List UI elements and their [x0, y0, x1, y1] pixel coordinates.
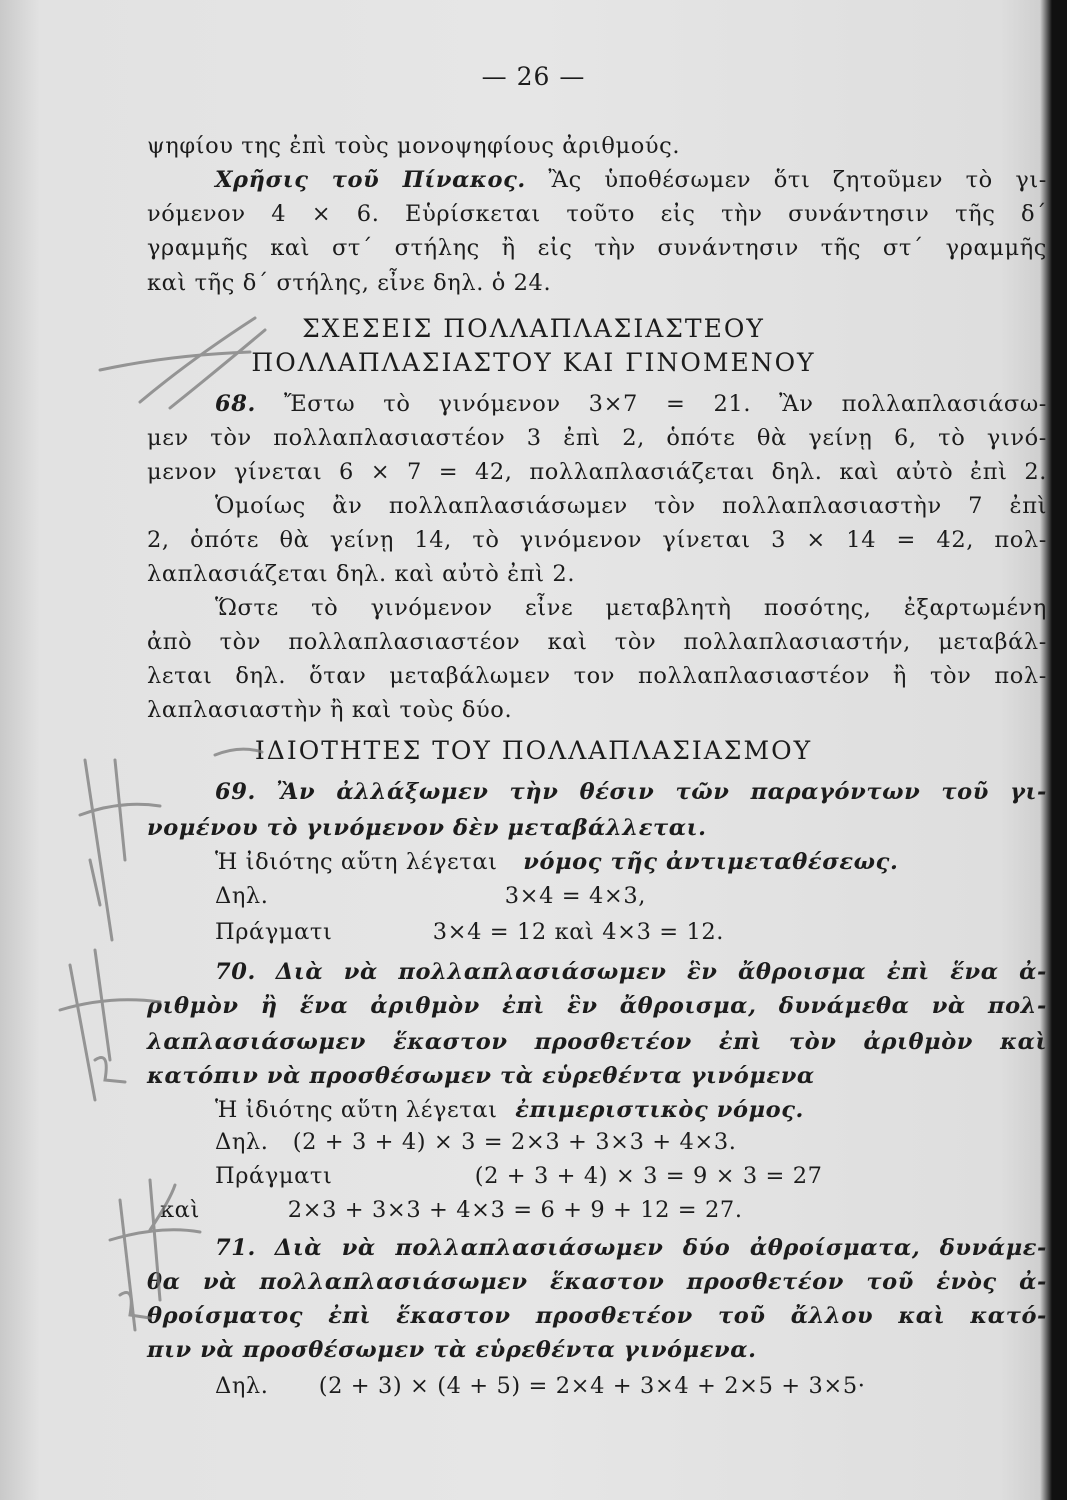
- p70-line-1: [215, 956, 1047, 988]
- pencil-digit-7: [90, 860, 100, 905]
- p71-line-3: θροίσματος ἐπὶ ἕκαστον προσθετέον τοῦ ἄλλου καὶ κατό-: [147, 1303, 1047, 1329]
- chresis-line-1-text: Ἂς ὑποθέσωμεν ὅτι ζητοῦμεν τὸ γι-: [548, 167, 1047, 193]
- pencil-stroke-11: [120, 1200, 135, 1330]
- p71-line-2: θα νὰ πολλαπλασιάσωμεν ἕκαστον προσθετέον τοῦ ἑνὸς ἀ-: [147, 1269, 1047, 1295]
- p69-example-label: Δηλ.: [215, 883, 269, 909]
- p69-proof-equation: 3×4 = 12 καὶ 4×3 = 12.: [432, 919, 725, 945]
- p68-line-1-text: Ἔστω τὸ γινόμενον 3×7 = 21. Ἂν πολλαπλασιάσω-: [284, 391, 1047, 417]
- p69-line-2: νομένου τὸ γινόμενον δὲν μεταβάλλεται.: [147, 815, 707, 841]
- intro-line: ψηφίου της ἐπὶ τοὺς μονοψηφίους ἀριθμούς.: [147, 133, 681, 159]
- chresis-line-1: [215, 164, 1047, 196]
- page-number: — 26 —: [481, 62, 586, 91]
- p70-line-5-text: Ἡ ἰδιότης αὕτη λέγεται: [215, 1097, 498, 1123]
- p70-example-equation: (2 + 3 + 4) × 3 = 2×3 + 3×3 + 4×3.: [292, 1129, 737, 1155]
- p70-law-name: ἐπιμεριστικὸς νόμος.: [515, 1097, 804, 1123]
- p71-line-4: πιν νὰ προσθέσωμεν τὰ εὑρεθέντα γινόμενα.: [147, 1337, 757, 1363]
- pencil-stroke-13: [110, 1230, 200, 1240]
- p68-line-7: Ὥστε τὸ γινόμενον εἶνε μεταβλητὴ ποσότης, ἐξαρτωμένη: [215, 595, 1047, 621]
- p68-line-6: λαπλασιάζεται δηλ. καὶ αὐτὸ ἐπὶ 2.: [147, 561, 576, 587]
- pencil-stroke-8: [70, 965, 95, 1100]
- p68-line-1: [215, 388, 1047, 420]
- p70-proof-equation: (2 + 3 + 4) × 3 = 9 × 3 = 27: [474, 1163, 823, 1189]
- p69-example: [215, 880, 1047, 912]
- p68-line-3: μενον γίνεται 6 × 7 = 42, πολλαπλασιάζεται δηλ. καὶ αὐτὸ ἐπὶ 2.: [147, 459, 1047, 485]
- pencil-digit-2-b: [120, 1293, 150, 1319]
- p69-proof: [215, 916, 1047, 948]
- pencil-stroke-9: [95, 950, 110, 1060]
- p70-line-2: ριθμὸν ἢ ἕνα ἀριθμὸν ἐπὶ ἓν ἄθροισμα, δυνάμεθα νὰ πολ-: [147, 993, 1047, 1019]
- p69-line-3: [215, 846, 1047, 878]
- p69-example-equation: 3×4 = 4×3,: [504, 883, 647, 909]
- p70-proof-label: Πράγματι: [215, 1163, 333, 1189]
- p68-line-2: μεν τὸν πολλαπλασιαστέον 3 ἐπὶ 2, ὁπότε θὰ γείνῃ 6, τὸ γινό-: [147, 425, 1047, 451]
- p71-line-1: [215, 1232, 1047, 1264]
- p70-line-4: κατόπιν νὰ προσθέσωμεν τὰ εὑρεθέντα γινόμενα: [147, 1063, 815, 1089]
- p68-number: 68.: [215, 391, 256, 417]
- p70-proof: [215, 1160, 1047, 1192]
- p68-line-8: ἀπὸ τὸν πολλαπλασιαστέον καὶ τὸν πολλαπλασιαστήν, μεταβάλ-: [147, 629, 1047, 655]
- p69-number: 69.: [215, 779, 256, 805]
- p70-and-line: [160, 1194, 1060, 1226]
- chresis-line-3: γραμμῆς καὶ στ´ στήλης ἢ εἰς τὴν συνάντησιν τῆς στ´ γραμμῆς: [147, 235, 1047, 261]
- p70-example: [215, 1126, 1047, 1158]
- p69-law-name: νόμος τῆς ἀντιμεταθέσεως.: [523, 849, 899, 875]
- p69-proof-label: Πράγματι: [215, 919, 333, 945]
- p69-line-1: [215, 776, 1047, 808]
- p71-example-label: Δηλ.: [215, 1373, 269, 1399]
- pencil-stroke-5: [85, 760, 112, 940]
- p70-line-5: [215, 1094, 1047, 1126]
- chresis-title: Χρῆσις τοῦ Πίνακος.: [215, 167, 526, 193]
- p68-line-4: Ὁμοίως ἂν πολλαπλασιάσωμεν τὸν πολλαπλασιαστὴν 7 ἐπὶ: [215, 493, 1047, 519]
- section-heading-1-line-2: ΠΟΛΛΑΠΛΑΣΙΑΣΤΟΥ ΚΑΙ ΓΙΝΟΜΕΝΟΥ: [251, 348, 816, 377]
- section-heading-1-line-1: ΣΧΕΣΕΙΣ ΠΟΛΛΑΠΛΑΣΙΑΣΤΕΟΥ: [302, 314, 765, 343]
- p70-line-1-text: Διὰ νὰ πολλαπλασιάσωμεν ἓν ἄθροισμα ἐπὶ ἕνα ἀ-: [275, 959, 1047, 985]
- p70-number: 70.: [215, 959, 256, 985]
- p70-and-label: καὶ: [160, 1197, 200, 1223]
- p68-line-9: λεται δηλ. ὅταν μεταβάλωμεν τον πολλαπλασιαστέον ἢ τὸν πολ-: [147, 663, 1047, 689]
- p71-number: 71.: [215, 1235, 256, 1261]
- p68-line-5: 2, ὁπότε θὰ γείνῃ 14, τὸ γινόμενον γίνεται 3 × 14 = 42, πολ-: [147, 527, 1047, 553]
- section-heading-2: ΙΔΙΟΤΗΤΕΣ ΤΟΥ ΠΟΛΛΑΠΛΑΣΙΑΣΜΟΥ: [254, 736, 813, 765]
- pencil-digit-2-a: [95, 1058, 125, 1083]
- p71-example-equation: (2 + 3) × (4 + 5) = 2×4 + 3×4 + 2×5 + 3×5·: [318, 1373, 866, 1399]
- p70-line-3: λαπλασιάσωμεν ἕκαστον προσθετέον ἐπὶ τὸν ἀριθμὸν καὶ: [147, 1029, 1047, 1055]
- p69-line-3-text: Ἡ ἰδιότης αὕτη λέγεται: [215, 849, 498, 875]
- p71-line-1-text: Διὰ νὰ πολλαπλασιάσωμεν δύο ἀθροίσματα, δυνάμε-: [274, 1235, 1047, 1261]
- chresis-line-4: καὶ τῆς δ´ στήλης, εἶνε δηλ. ὁ 24.: [147, 270, 552, 296]
- p71-example: [215, 1370, 1047, 1402]
- chresis-line-2: νόμενον 4 × 6. Εὑρίσκεται τοῦτο εἰς τὴν συνάντησιν τῆς δ´: [147, 201, 1047, 227]
- p69-line-1-text: Ἂν ἀλλάξωμεν τὴν θέσιν τῶν παραγόντων τοῦ γι-: [276, 779, 1047, 805]
- pencil-stroke-6: [115, 760, 125, 860]
- pencil-stroke-10: [60, 1000, 160, 1010]
- p70-example-label: Δηλ.: [215, 1129, 269, 1155]
- p70-and-equation: 2×3 + 3×3 + 4×3 = 6 + 9 + 12 = 27.: [287, 1197, 743, 1223]
- p68-line-10: λαπλασιαστὴν ἢ καὶ τοὺς δύο.: [147, 697, 513, 723]
